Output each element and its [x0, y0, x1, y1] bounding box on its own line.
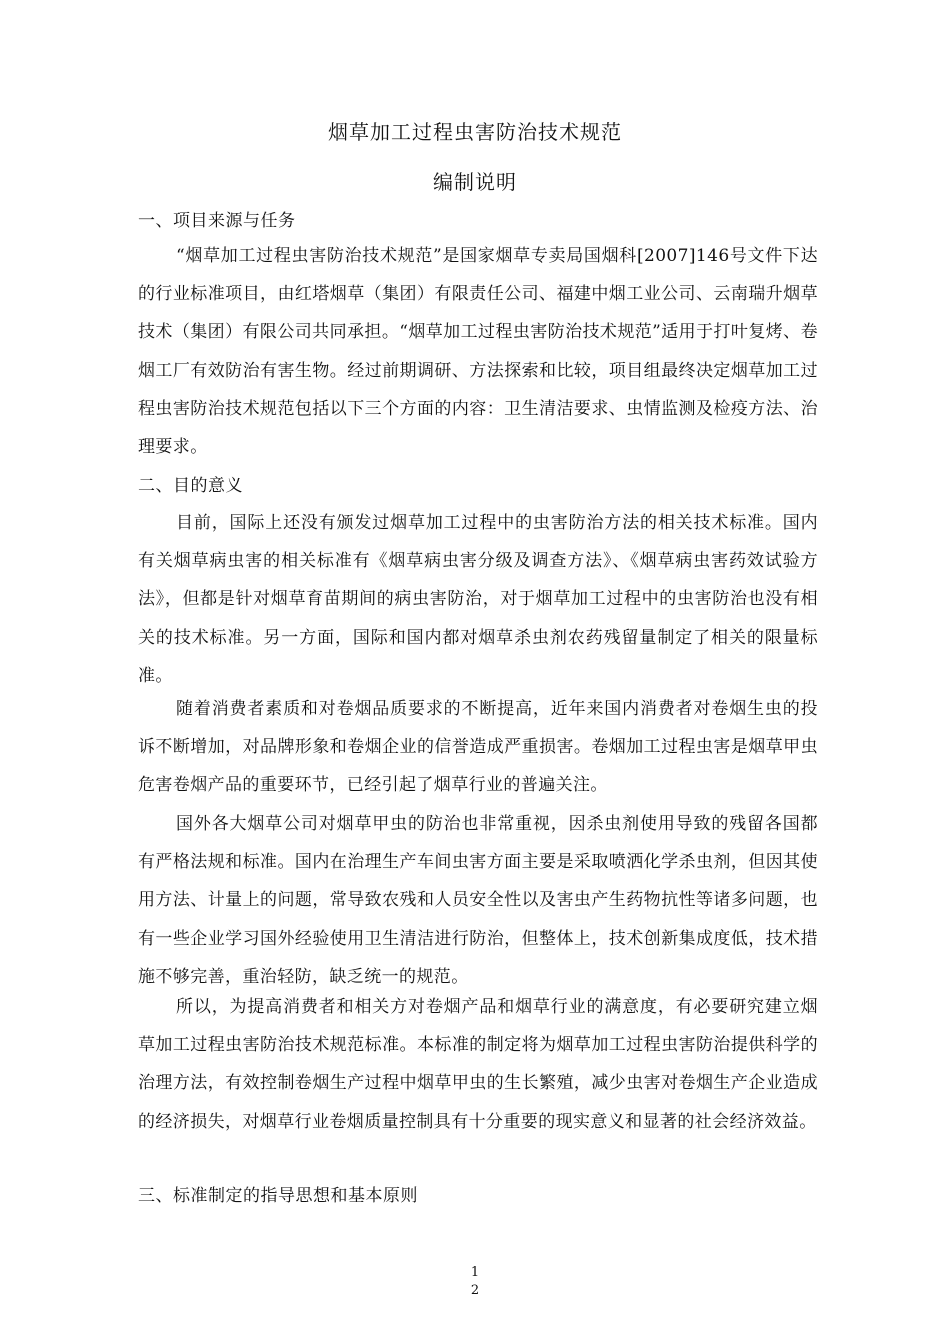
- section-2-paragraph-2: 随着消费者素质和对卷烟品质要求的不断提高，近年来国内消费者对卷烟生虫的投诉不断增加，对品牌形象和卷烟企业的信誉造成严重损害。卷烟加工过程虫害是烟草甲虫危害卷烟产品的重要环节，已经引起了烟草行业的普遍关注。: [138, 699, 818, 796]
- section-2-paragraph-1: 目前，国际上还没有颁发过烟草加工过程中的虫害防治方法的相关技术标准。国内有关烟草病虫害的相关标准有《烟草病虫害分级及调查方法》、《烟草病虫害药效试验方法》，但都是针对烟草育苗期间的病虫害防治，对于烟草加工过程中的虫害防治也没有相关的技术标准。另一方面，国际和国内都对烟草杀虫剂农药残留量制定了相关的限量标准。: [138, 513, 818, 686]
- section-1-paragraph-1: “烟草加工过程虫害防治技术规范”是国家烟草专卖局国烟科[2007]146号文件下达的行业标准项目，由红塔烟草（集团）有限责任公司、福建中烟工业公司、云南瑞升烟草技术（集团）有限公司共同承担。“烟草加工过程虫害防治技术规范”适用于打叶复烤、卷烟工厂有效防治有害生物。经过前期调研、方法探索和比较，项目组最终决定烟草加工过程虫害防治技术规范包括以下三个方面的内容：卫生清洁要求、虫情监测及检疫方法、治理要求。: [138, 246, 818, 458]
- section-heading-1: 一、项目来源与任务: [138, 211, 296, 231]
- document-subtitle: 编制说明: [433, 170, 517, 194]
- section-2-paragraph-4: 所以，为提高消费者和相关方对卷烟产品和烟草行业的满意度，有必要研究建立烟草加工过程虫害防治技术规范标准。本标准的制定将为烟草加工过程虫害防治提供科学的治理方法，有效控制卷烟生产过程中烟草甲虫的生长繁殖，减少虫害对卷烟生产企业造成的经济损失，对烟草行业卷烟质量控制具有十分重要的现实意义和显著的社会经济效益。: [138, 997, 818, 1132]
- section-2-paragraph-3: 国外各大烟草公司对烟草甲虫的防治也非常重视，因杀虫剂使用导致的残留各国都有严格法规和标准。国内在治理生产车间虫害方面主要是采取喷洒化学杀虫剂，但因其使用方法、计量上的问题，常导致农残和人员安全性以及害虫产生药物抗性等诸多问题，也有一些企业学习国外经验使用卫生清洁进行防治，但整体上，技术创新集成度低，技术措施不够完善，重治轻防，缺乏统一的规范。: [138, 814, 818, 987]
- section-heading-3: 三、标准制定的指导思想和基本原则: [138, 1186, 418, 1206]
- page-number-current: 1: [470, 1265, 480, 1280]
- section-heading-2: 二、目的意义: [138, 476, 243, 496]
- document-title: 烟草加工过程虫害防治技术规范: [328, 120, 622, 144]
- page-number: [0, 1264, 950, 1300]
- page-number-total: 2: [470, 1283, 480, 1298]
